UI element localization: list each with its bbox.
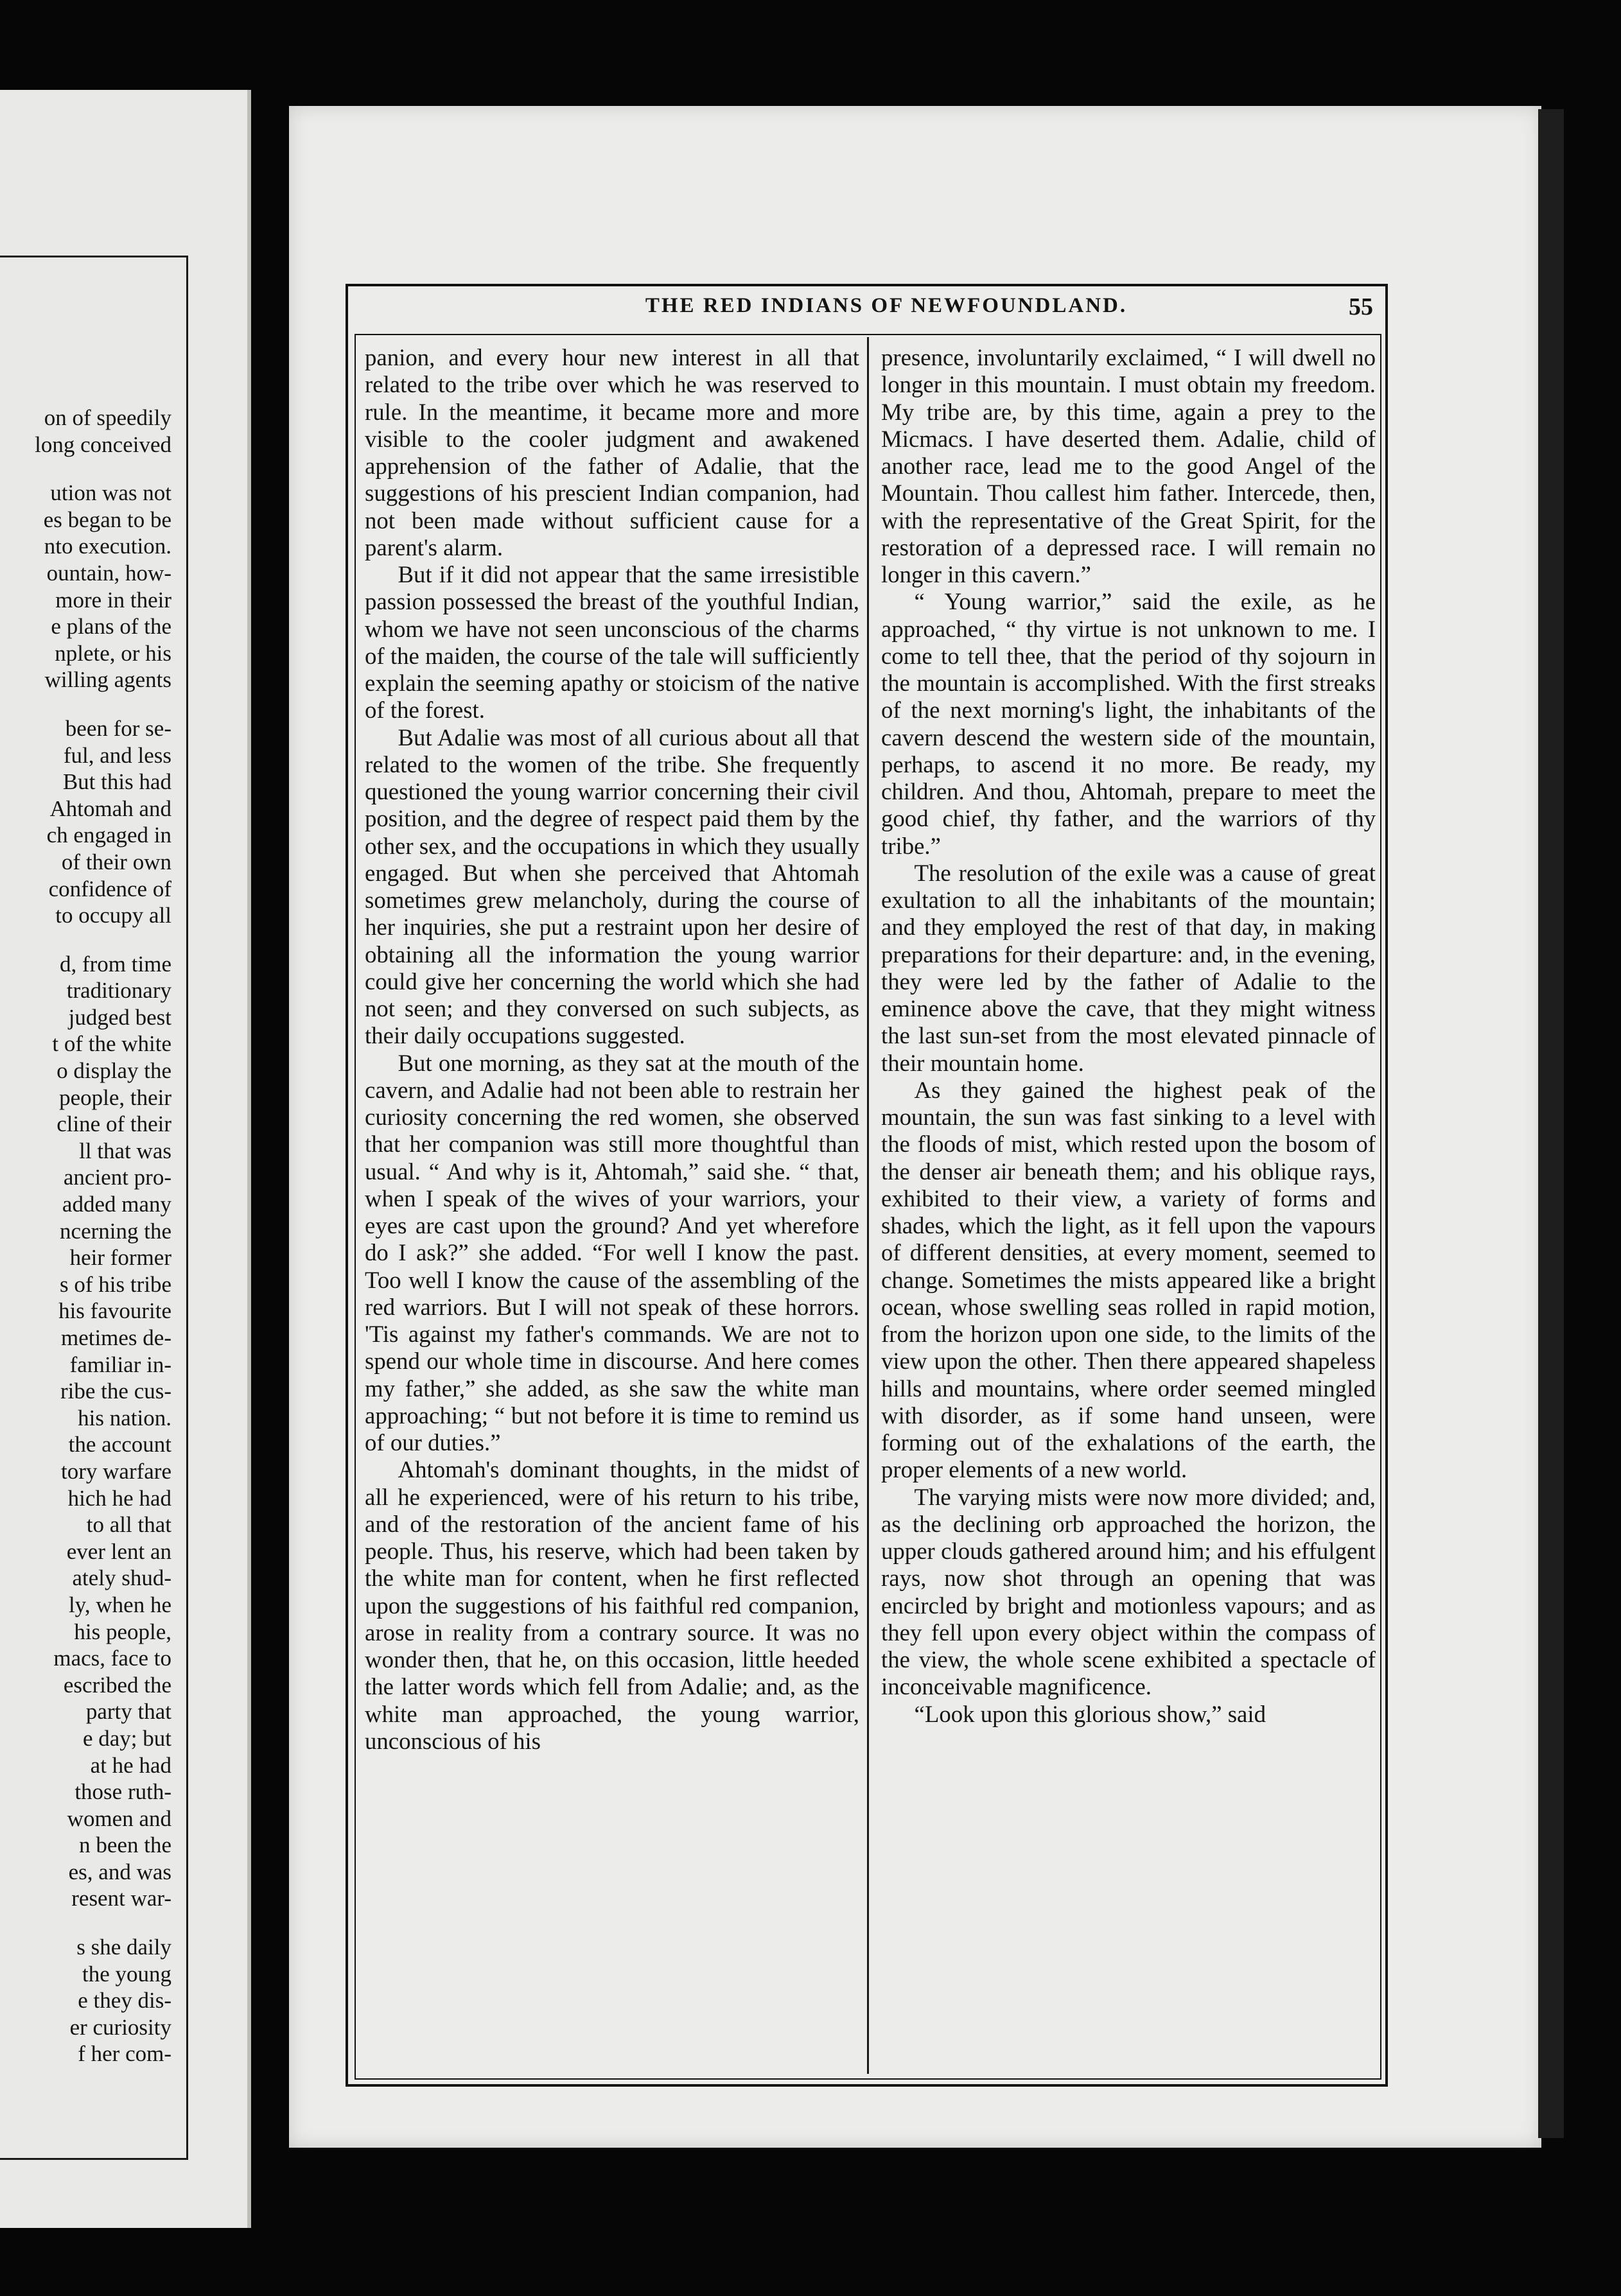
left-page-line: added many (62, 1192, 171, 1217)
left-page-line: his favourite (58, 1298, 171, 1324)
left-page-line: ately shud- (72, 1565, 171, 1591)
left-page-line: e plans of the (51, 614, 171, 639)
left-page-line: heir former (69, 1245, 171, 1271)
running-head: THE RED INDIANS OF NEWFOUNDLAND. (645, 294, 1128, 317)
left-page-line: ful, and less (63, 742, 171, 768)
paragraph: But if it did not appear that the same irresistible passion possessed the breast of the youthful Indian, whom we have not seen unconscious of the charms of the maiden, the course of the tale will sufficiently explain the seeming apathy or stoicism of the native of the forest. (365, 561, 859, 724)
left-page-text-fragments (0, 404, 171, 2067)
left-page-line: tory warfare (61, 1458, 171, 1484)
paragraph: Ahtomah's dominant thoughts, in the midst of all he experienced, were of his return to his tribe, and of the restoration of the ancient fame of his people. Thus, his reserve, which had been taken by the white man for content, when he first reflected upon the suggestions of his faithful red companion, arose in reality from a contrary source. It was no wonder then, that he, on this occasion, little heeded the latter words which fell from Adalie; and, as the white man approached, the young warrior, unconscious of his (365, 1456, 859, 1754)
left-page-line: judged best (68, 1004, 171, 1030)
left-page-line: But this had (62, 769, 171, 795)
left-page-line: cline of their (57, 1111, 171, 1137)
left-page-line: party that (85, 1699, 171, 1725)
left-page-line: es, and was (68, 1859, 171, 1884)
left-page-line: women and (67, 1805, 171, 1831)
left-page-line: those ruth- (74, 1779, 171, 1805)
paragraph: But one morning, as they sat at the mouth of the cavern, and Adalie had not been able to restrain her curiosity concerning the red women, she observed that her companion was still more thoughtful than usual. “ And why is it, Ahtomah,” said she. “ that, when I speak of the wives of your warriors, your eyes are cast upon the ground? And yet wherefore do I ask?” she added. “For well I know the past. Too well I know the cause of the assembling of the red warriors. But I will not speak of these horrors. 'Tis against my father's commands. We are not to spend our whole time in discourse. And here comes my father,” she added, as she saw the white man approaching; “ but not before it is time to remind us of our duties.” (365, 1049, 859, 1456)
paragraph: But Adalie was most of all curious about all that related to the women of the tribe. She frequently questioned the young warrior concerning their civil position, and the degree of respect paid them by the other sex, and the occupations in which they usually engaged. But when she perceived that Ahtomah sometimes grew melancholy, during the course of her inquiries, she put a restraint upon her desire of obtaining all the information the young warrior could give her concerning the world which she had not seen; and they conversed on such subjects, as their daily occupations suggested. (365, 724, 859, 1049)
left-page-line: ncerning the (60, 1218, 171, 1244)
left-page-line: t of the white (52, 1031, 171, 1057)
left-page-line: willing agents (44, 667, 171, 693)
left-page-line: ountain, how- (46, 560, 171, 586)
left-page-line: long conceived (35, 431, 171, 457)
text-column-left (365, 344, 859, 1755)
paragraph: “Look upon this glorious show,” said (914, 1700, 1266, 1727)
column-divider (867, 337, 869, 2074)
left-page-line: ll that was (79, 1138, 171, 1163)
left-page-line: nto execution. (44, 534, 171, 559)
text-column-right (881, 344, 1376, 1728)
left-page-line: nplete, or his (55, 640, 171, 666)
left-page-line: e day; but (82, 1725, 171, 1751)
left-page-line: s she daily (76, 1935, 171, 1960)
paragraph: panion, and every hour new interest in all that related to the tribe over which he was reserved to rule. In the meantime, it became more and more visible to the cooler judgment and awakened apprehension of the father of Adalie, that the suggestions of his prescient Indian companion, had not been made without sufficient cause for a parent's alarm. (365, 344, 859, 561)
page-number: 55 (1349, 293, 1373, 320)
left-page-line (0, 1912, 171, 1934)
left-page-line: more in their (55, 587, 171, 613)
left-page-line: traditionary (66, 978, 171, 1004)
left-page-line: on of speedily (44, 405, 171, 430)
left-page-line: macs, face to (53, 1646, 171, 1671)
left-page-line: been for se- (65, 715, 171, 741)
paragraph: As they gained the highest peak of the mountain, the sun was fast sinking to a level with the floods of mist, which rested upon the bosom of the denser air beneath them; and his oblique rays, exhibited to their view, a variety of forms and shades, which the light, as it fell upon the vapours of different densities, at every moment, seemed to change. Sometimes the mists appeared like a bright ocean, whose swelling seas rolled in rapid motion, from the horizon upon one side, to the limits of the view upon the other. Then there appeared shapeless hills and mountains, where order seemed mingled with disorder, as if some hand unseen, were forming out of the exhalations of the earth, the proper elements of a new world. (881, 1076, 1376, 1483)
left-page-line: resent war- (71, 1886, 171, 1911)
left-page-line: his people, (74, 1619, 171, 1644)
paragraph: “ Young warrior,” said the exile, as he approached, “ thy virtue is not unknown to me. I come to tell thee, that the period of thy sojourn in the mountain is accomplished. With the first streaks of the next morning's light, the inhabitants of the cavern descend the western side of the mountain, perhaps, to ascend it no more. Be ready, my children. And thou, Ahtomah, prepare to meet the good chief, thy father, and the warriors of thy tribe.” (881, 588, 1376, 859)
left-page-line: ever lent an (66, 1538, 171, 1564)
left-page-line: confidence of (48, 876, 171, 901)
left-page-line: n been the (79, 1832, 171, 1858)
left-page-line: ch engaged in (46, 822, 171, 848)
left-page-line: to occupy all (55, 903, 171, 928)
left-page-line: Ahtomah and (49, 796, 171, 821)
left-facing-page (0, 90, 251, 2228)
left-page-line: the account (68, 1432, 171, 1457)
left-page-line: escribed the (63, 1672, 171, 1698)
left-page-line: to all that (86, 1512, 171, 1538)
left-page-line: ly, when he (68, 1592, 171, 1617)
left-page-line (0, 693, 171, 715)
left-page-line: his nation. (78, 1405, 171, 1431)
left-page-line (0, 458, 171, 480)
paragraph: presence, involuntarily exclaimed, “ I will dwell no longer in this mountain. I must obtain my freedom. My tribe are, by this time, again a prey to the Micmacs. I have deserted them. Adalie, child of another race, lead me to the good Angel of the Mountain. Thou callest him father. Intercede, then, with the representative of the Great Spirit, for the restoration of a depressed race. I will remain no longer in this cavern.” (881, 344, 1376, 587)
left-page-line: ancient pro- (63, 1165, 171, 1190)
left-page-line: s of his tribe (59, 1271, 171, 1297)
left-page-line: ution was not (50, 480, 171, 506)
left-page-line: people, their (59, 1084, 171, 1110)
left-page-line: metimes de- (60, 1325, 171, 1350)
left-page-line: f her com- (78, 2041, 171, 2067)
left-page-line: o display the (57, 1058, 171, 1084)
left-page-line: hich he had (67, 1485, 171, 1511)
paragraph: The resolution of the exile was a cause of great exultation to all the inhabitants of the mountain; and they employed the rest of that day, in making preparations for their departure: and, in the evening, they were led by the father of Adalie to the eminence above the cave, that they might witness the last sun-set from the most elevated pinnacle of their mountain home. (881, 859, 1376, 1076)
paragraph: The varying mists were now more divided; and, as the declining orb approached the horizon, the upper clouds gathered around him; and his effulgent rays, now shot through an opening that was encircled by bright and motionless vapours; and as they fell upon every object within the compass of the view, the whole scene exhibited a spectacle of inconceivable magnificence. (881, 1483, 1376, 1700)
left-page-line: ribe the cus- (60, 1378, 171, 1404)
left-page-line: d, from time (60, 951, 171, 977)
left-page-line (0, 929, 171, 951)
left-page-line: es began to be (43, 507, 171, 532)
left-page-line: er curiosity (69, 2014, 171, 2040)
page-edge-shadow (1538, 109, 1564, 2138)
left-page-line: familiar in- (69, 1352, 171, 1377)
left-page-line: of their own (61, 849, 171, 874)
left-page-line: the young (82, 1961, 171, 1987)
left-page-line: e they dis- (78, 1988, 171, 2013)
left-page-line: at he had (90, 1752, 171, 1778)
